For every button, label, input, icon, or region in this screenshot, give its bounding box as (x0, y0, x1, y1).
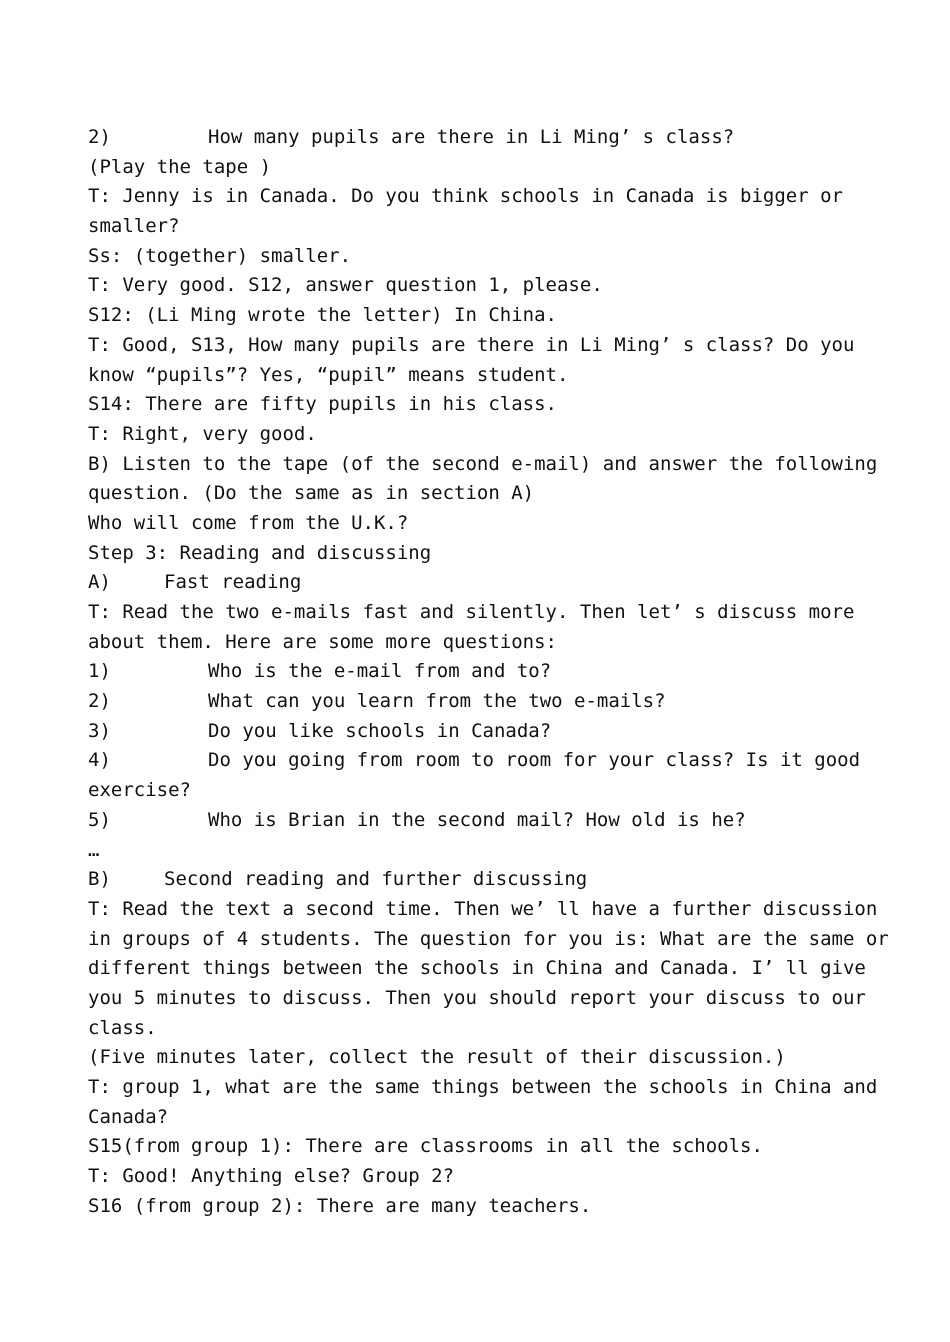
text-line (88, 153, 878, 183)
text-line (88, 717, 878, 747)
line-text: (Five minutes later, collect the result of their discussion.) (88, 1046, 786, 1069)
line-text: know “pupils”? Yes, “pupil” means student. (88, 363, 569, 386)
line-text: S16 (from group 2): There are many teachers. (88, 1194, 592, 1217)
text-line (88, 212, 878, 242)
line-text: Who is Brian in the second mail? How old is he? (208, 808, 746, 831)
text-line (88, 1132, 878, 1162)
text-line (88, 420, 878, 450)
text-line (88, 1103, 878, 1133)
line-text: T: group 1, what are the same things between the schools in China and (88, 1076, 878, 1098)
line-text: S15(from group 1): There are classrooms in all the schools. (88, 1135, 763, 1158)
line-text: you 5 minutes to discuss. Then you should report your discuss to our (88, 986, 866, 1009)
line-text: T: Good! Anything else? Group 2? (88, 1165, 455, 1188)
list-number: 1) (88, 660, 111, 683)
text-line (88, 539, 878, 569)
text-line (88, 390, 878, 420)
text-line (88, 242, 878, 272)
line-text: T: Jenny is in Canada. Do you think schools in Canada is bigger or (88, 185, 843, 208)
text-line (88, 361, 878, 391)
line-text: T: Very good. S12, answer question 1, please. (88, 274, 603, 297)
line-text: How many pupils are there in Li Ming’ s class? (208, 126, 735, 148)
text-line (88, 1014, 878, 1044)
text-line (88, 182, 878, 212)
line-text: Who is the e-mail from and to? (208, 660, 552, 683)
text-line (88, 568, 878, 598)
text-line (88, 479, 878, 509)
line-text: Step 3: Reading and discussing (88, 541, 432, 564)
line-text: T: Read the two e-mails fast and silently. Then let’ s discuss more (88, 601, 855, 623)
text-line (88, 657, 878, 687)
text-line (88, 450, 878, 480)
list-number: 2) (88, 690, 111, 713)
text-line (88, 331, 878, 361)
text-line (88, 687, 878, 717)
text-line (88, 1043, 878, 1073)
text-line (88, 865, 878, 895)
text-line (88, 1073, 878, 1103)
section-label: B) (88, 868, 111, 891)
line-text: T: Good, S13, How many pupils are there in Li Ming’ s class? Do you (88, 333, 855, 356)
text-line (88, 509, 878, 539)
text-line (88, 954, 878, 984)
list-number: 5) (88, 808, 111, 831)
line-text: different things between the schools in China and Canada. I’ ll give (88, 957, 866, 980)
text-line (88, 806, 878, 836)
line-text: What can you learn from the two e-mails? (208, 690, 666, 713)
text-line (88, 776, 878, 806)
line-text: (Play the tape ) (88, 155, 272, 178)
line-text: T: Right, very good. (88, 422, 317, 445)
text-line (88, 984, 878, 1014)
line-text: S12: (Li Ming wrote the letter) In China. (88, 304, 557, 327)
text-line (88, 925, 889, 955)
line-text: Do you like schools in Canada? (208, 719, 552, 742)
line-text: S14: There are fifty pupils in his class. (88, 393, 557, 416)
document-body (88, 123, 889, 1221)
line-text: class. (88, 1016, 157, 1039)
list-number: 2) (88, 126, 111, 148)
text-line (88, 836, 878, 866)
line-text: question. (Do the same as in section A) (88, 482, 535, 505)
text-line (88, 271, 878, 301)
line-text: … (88, 838, 100, 861)
text-line (88, 628, 878, 658)
line-text: T: Read the text a second time. Then we’ ll have a further discussion (88, 897, 878, 920)
line-text: in groups of 4 students. The question for you is: What are the same or (88, 927, 889, 950)
text-line (88, 895, 878, 925)
line-text: exercise? (88, 779, 191, 802)
text-line (88, 746, 878, 776)
line-text: Canada? (88, 1105, 169, 1128)
line-text: about them. Here are some more questions: (88, 630, 557, 653)
text-line (88, 1162, 878, 1192)
line-text: Who will come from the U.K.? (88, 511, 409, 534)
text-line (88, 1192, 878, 1222)
section-label: A) (88, 571, 111, 594)
line-text: smaller? (88, 215, 180, 238)
line-text: Second reading and further discussing (164, 868, 588, 891)
line-text: B) Listen to the tape (of the second e-mail) and answer the following (88, 452, 878, 475)
line-text: Ss: (together) smaller. (88, 244, 352, 267)
text-line (88, 598, 878, 628)
line-text: Fast reading (164, 571, 302, 594)
line-text: Do you going from room to room for your class? Is it good (208, 749, 861, 772)
list-number: 4) (88, 749, 111, 772)
text-line (88, 123, 878, 153)
text-line (88, 301, 878, 331)
list-number: 3) (88, 719, 111, 742)
